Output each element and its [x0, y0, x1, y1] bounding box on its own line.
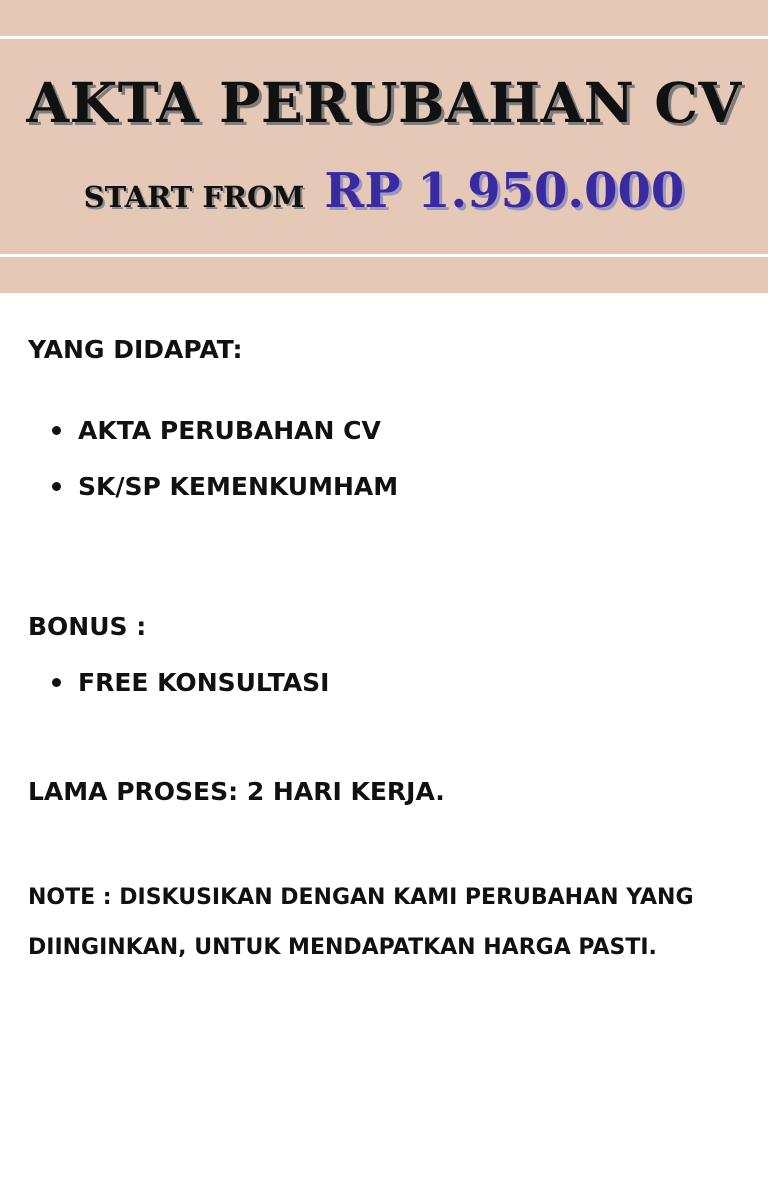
list-item-label: SK/SP KEMENKUMHAM	[78, 472, 399, 501]
list-item	[52, 668, 329, 697]
header-bottom-rule	[0, 254, 768, 257]
price-value: RP 1.950.000	[324, 163, 685, 219]
bullet-icon	[52, 426, 61, 435]
bonus-heading: BONUS :	[28, 612, 147, 641]
list-item	[52, 472, 398, 501]
list-item-label: AKTA PERUBAHAN CV	[78, 416, 381, 445]
start-from-label: START FROM	[83, 180, 305, 214]
page-title: AKTA PERUBAHAN CV	[26, 70, 742, 135]
bullet-icon	[52, 678, 61, 687]
list-item-label: FREE KONSULTASI	[78, 668, 330, 697]
process-time-text: LAMA PROSES: 2 HARI KERJA.	[28, 777, 445, 806]
list-item	[52, 416, 381, 445]
note-line-2: DIINGINKAN, UNTUK MENDAPATKAN HARGA PASTI.	[28, 935, 657, 960]
header-top-rule	[0, 36, 768, 39]
note-line-1: NOTE : DISKUSIKAN DENGAN KAMI PERUBAHAN YANG	[28, 885, 694, 910]
header-banner	[0, 0, 768, 293]
bullet-icon	[52, 482, 61, 491]
price-row	[0, 163, 768, 219]
benefits-heading: YANG DIDAPAT:	[28, 335, 243, 364]
